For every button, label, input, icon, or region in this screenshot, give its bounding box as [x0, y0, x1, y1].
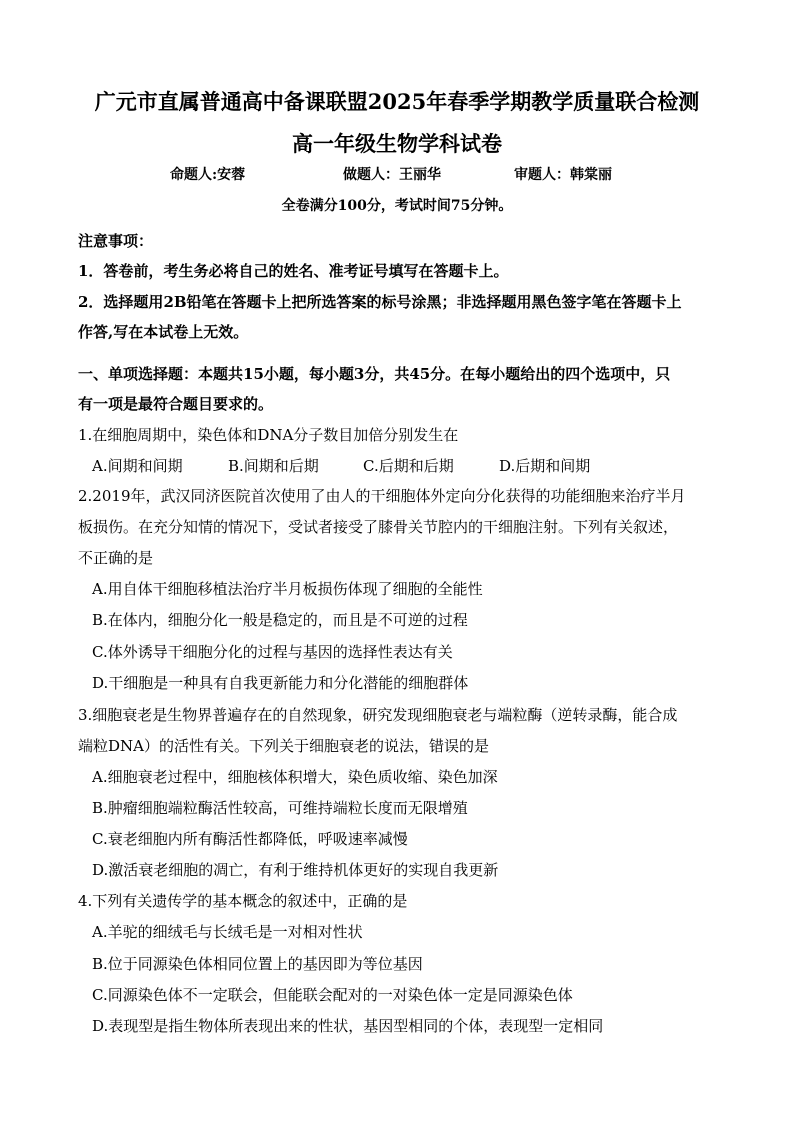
q3-option-d: D.激活衰老细胞的凋亡，有利于维持机体更好的实现自我更新	[92, 861, 499, 879]
q1-options	[92, 455, 712, 475]
q2-option-d: D.干细胞是一种具有自我更新能力和分化潜能的细胞群体	[92, 674, 469, 692]
q2-stem-line3: 不正确的是	[78, 549, 154, 567]
exam-title: 广元市直属普通高中备课联盟2025年春季学期教学质量联合检测	[94, 89, 700, 114]
q2-option-a: A.用自体干细胞移植法治疗半月板损伤体现了细胞的全能性	[92, 580, 483, 598]
reviewer-label: 审题人：韩棠丽	[514, 167, 612, 183]
q1-option-d: D.后期和间期	[499, 457, 591, 475]
q4-option-a: A.羊驼的细绒毛与长绒毛是一对相对性状	[92, 923, 363, 941]
q2-stem-line2: 板损伤。在充分知情的情况下，受试者接受了膝骨关节腔内的干细胞注射。下列有关叙述，	[78, 518, 679, 536]
q1-stem: 1.在细胞周期中，染色体和DNA分子数目加倍分别发生在	[78, 426, 459, 444]
notes-item-2-line2: 作答,写在本试卷上无效。	[78, 323, 249, 341]
q4-option-c: C.同源染色体不一定联会，但能联会配对的一对染色体一定是同源染色体	[92, 986, 573, 1004]
q4-option-b: B.位于同源染色体相同位置上的基因即为等位基因	[92, 955, 423, 973]
q3-option-a: A.细胞衰老过程中，细胞核体积增大，染色质收缩、染色加深	[92, 768, 498, 786]
notes-item-2-line1: 2．选择题用2B铅笔在答题卡上把所选答案的标号涂黑；非选择题用黑色签字笔在答题卡上	[78, 293, 682, 311]
q2-option-c: C.体外诱导干细胞分化的过程与基因的选择性表达有关	[92, 643, 453, 661]
q3-option-c: C.衰老细胞内所有酶活性都降低，呼吸速率减慢	[92, 830, 408, 848]
notes-item-1: 1．答卷前，考生务必将自己的姓名、准考证号填写在答题卡上。	[78, 262, 509, 280]
q4-stem: 4.下列有关遗传学的基本概念的叙述中，正确的是	[78, 892, 408, 910]
section1-heading-line2: 有一项是最符合题目要求的。	[78, 395, 274, 413]
q1-option-c: C.后期和后期	[363, 457, 454, 475]
q3-stem-line2: 端粒DNA）的活性有关。下列关于细胞衰老的说法，错误的是	[78, 737, 489, 755]
score-time-info: 全卷满分100分，考试时间75分钟。	[281, 198, 513, 214]
notes-heading: 注意事项：	[78, 232, 154, 250]
q2-option-b: B.在体内，细胞分化一般是稳定的，而且是不可逆的过程	[92, 611, 468, 629]
q2-stem-line1: 2.2019年，武汉同济医院首次使用了由人的干细胞体外定向分化获得的功能细胞来治疗半月	[78, 487, 686, 505]
q1-option-b: B.间期和后期	[228, 457, 319, 475]
section1-heading-line1: 一、单项选择题：本题共15小题，每小题3分，共45分。在每小题给出的四个选项中，只	[78, 365, 671, 383]
tester-label: 做题人：王丽华	[343, 167, 441, 183]
q3-option-b: B.肿瘤细胞端粒酶活性较高，可维持端粒长度而无限增殖	[92, 799, 468, 817]
q1-option-a: A.间期和间期	[92, 457, 183, 475]
q3-stem-line1: 3.细胞衰老是生物界普遍存在的自然现象，研究发现细胞衰老与端粒酶（逆转录酶，能合成	[78, 706, 678, 724]
proposer-label: 命题人:安蓉	[170, 167, 246, 183]
q4-option-d: D.表现型是指生物体所表现出来的性状，基因型相同的个体，表现型一定相同	[92, 1017, 604, 1035]
exam-subtitle: 高一年级生物学科试卷	[292, 131, 502, 156]
